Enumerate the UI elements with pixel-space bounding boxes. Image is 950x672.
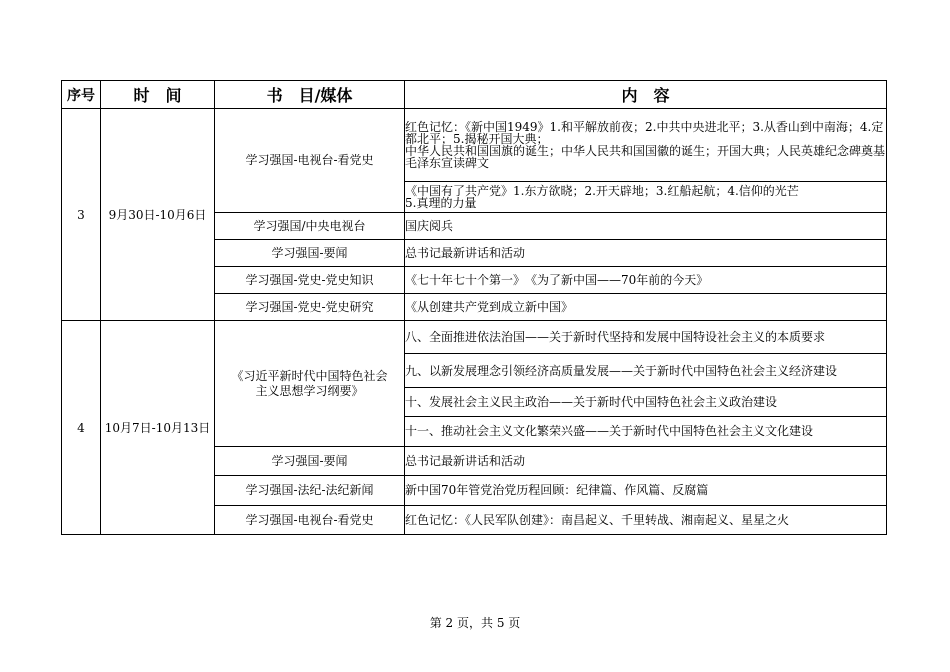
date-cell: 10月7日-10月13日 [101, 321, 215, 535]
content-cell: 新中国70年管党治党历程回顾：纪律篇、作风篇、反腐篇 [405, 476, 887, 506]
header-media: 书 目/媒体 [215, 81, 405, 109]
schedule-table [61, 80, 887, 535]
seq-cell: 3 [62, 109, 101, 321]
content-cell: 十、发展社会主义民主政治——关于新时代中国特色社会主义政治建设 [405, 388, 887, 417]
date-cell: 9月30日-10月6日 [101, 109, 215, 321]
media-cell: 学习强国-电视台-看党史 [215, 506, 405, 535]
media-cell: 学习强国-电视台-看党史 [215, 109, 405, 213]
content-cell: 红色记忆：《人民军队创建》：南昌起义、千里转战、湘南起义、星星之火 [405, 506, 887, 535]
content-cell: 总书记最新讲话和活动 [405, 447, 887, 476]
media-cell: 学习强国-法纪-法纪新闻 [215, 476, 405, 506]
table-row [62, 321, 887, 354]
content-cell: 《七十年七十个第一》 《为了新中国——70年前的今天》 [405, 267, 887, 294]
header-time: 时 间 [101, 81, 215, 109]
media-cell: 学习强国-要闻 [215, 240, 405, 267]
content-cell: 总书记最新讲话和活动 [405, 240, 887, 267]
content-cell: 九、以新发展理念引领经济高质量发展——关于新时代中国特色社会主义经济建设 [405, 354, 887, 388]
header-row [62, 81, 887, 109]
seq-cell: 4 [62, 321, 101, 535]
content-cell: 《从创建共产党到成立新中国》 [405, 294, 887, 321]
media-cell: 《习近平新时代中国特色社会主义思想学习纲要》 [215, 321, 405, 447]
table-row [62, 109, 887, 182]
media-cell: 学习强国-党史-党史知识 [215, 267, 405, 294]
page-footer: 第 2 页，共 5 页 [429, 616, 521, 630]
header-seq: 序号 [62, 81, 101, 109]
content-cell: 国庆阅兵 [405, 213, 887, 240]
content-cell: 红色记忆：《新中国1949》1.和平解放前夜；2.中共中央进北平；3.从香山到中南海；4.定都北平；5.揭秘开国大典； 中华人民共和国国旗的诞生；中华人民共和国国徽的诞生；开国大典；人民英雄纪念碑奠基 毛泽东宣读碑文 [405, 109, 887, 182]
content-cell: 八、全面推进依法治国——关于新时代坚持和发展中国特设社会主义的本质要求 [405, 321, 887, 354]
content-cell: 《中国有了共产党》1.东方欲晓；2.开天辟地；3.红船起航；4.信仰的光芒 5.真理的力量 [405, 182, 887, 213]
media-cell: 学习强国/中央电视台 [215, 213, 405, 240]
media-cell: 学习强国-党史-党史研究 [215, 294, 405, 321]
media-cell: 学习强国-要闻 [215, 447, 405, 476]
header-content: 内 容 [405, 81, 887, 109]
content-cell: 十一、推动社会主义文化繁荣兴盛——关于新时代中国特色社会主义文化建设 [405, 417, 887, 447]
